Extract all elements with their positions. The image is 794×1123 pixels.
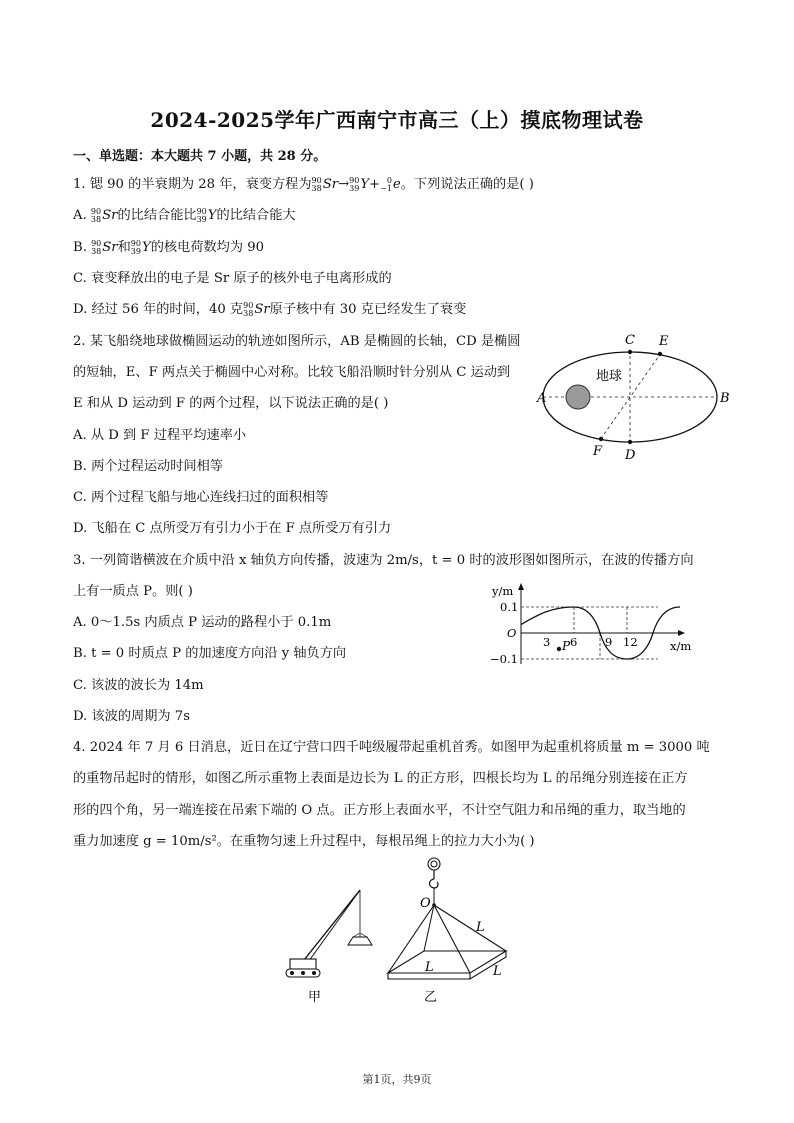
q1-stem — [73, 176, 534, 194]
q1-option-c[interactable]: C. 衰变释放出的电子是 Sr 原子的核外电子电离形成的 — [73, 271, 392, 286]
symbol: e — [392, 177, 401, 192]
option-text: 的核电荷数均为 90 — [150, 240, 264, 255]
symbol: Y — [207, 208, 217, 223]
q1-stem-tail: 。下列说法正确的是( ) — [400, 177, 534, 192]
arrow: → — [338, 177, 350, 192]
crane-sling — [353, 933, 360, 937]
figure-label-jia: 甲 — [308, 990, 322, 1005]
q1-option-a[interactable] — [73, 207, 296, 225]
nuclide-sr — [243, 301, 270, 319]
figure-label-yi: 乙 — [424, 990, 438, 1005]
symbol: Sr — [254, 302, 270, 317]
label-l-rope: L — [476, 920, 485, 935]
x-tick-6: 6 — [570, 635, 578, 649]
y-tick-top: 0.1 — [500, 600, 519, 614]
crane-wheel — [312, 971, 316, 975]
q1-stem-text: 1. 锶 90 的半衰期为 28 年，衰变方程为 — [73, 177, 312, 192]
ef-line — [600, 353, 661, 440]
label-p: P — [562, 639, 571, 653]
q4-stem-line2: 的重物吊起时的情形，如图乙所示重物上表面是边长为 L 的正方形，四根长均为 L 的吊绳分别连接在正方 — [73, 771, 688, 786]
q1-option-b[interactable] — [73, 239, 264, 257]
crane-lattice — [308, 893, 358, 955]
y-axis-arrow — [518, 583, 524, 590]
option-letter: A. — [73, 208, 91, 223]
atomic-number: 39 — [130, 246, 141, 256]
q4-stem-line3: 形的四个角，另一端连接在吊索下端的 O 点。正方形上表面水平，不计空气阻力和吊绳的重力，取当地的 — [73, 803, 686, 818]
q3-option-c[interactable]: C. 该波的波长为 14m — [73, 678, 204, 693]
option-letter: B. — [73, 240, 92, 255]
label-d: D — [625, 448, 636, 463]
point-c — [628, 350, 632, 354]
page-footer: 第1页，共9页 — [362, 1073, 432, 1086]
nuclide-sr — [91, 239, 118, 257]
x-axis-arrow — [678, 630, 685, 636]
crane-wheel — [290, 971, 294, 975]
mass-number: 90 — [90, 206, 102, 216]
wave-figure — [486, 580, 698, 672]
crane-wheel — [301, 971, 305, 975]
option-text: 和 — [117, 240, 131, 255]
origin-label: O — [507, 626, 517, 640]
atomic-number: 38 — [311, 183, 322, 193]
q2-option-d[interactable]: D. 飞船在 C 点所受万有引力小于在 F 点所受万有引力 — [73, 521, 392, 536]
q2-option-c[interactable]: C. 两个过程飞船与地心连线扫过的面积相等 — [73, 490, 329, 505]
nuclide-sr — [91, 207, 118, 225]
label-e: E — [659, 334, 669, 349]
mass-number: 90 — [243, 300, 254, 310]
hook-ring-inner — [431, 861, 437, 867]
earth-label: 地球 — [596, 369, 623, 384]
point-f — [599, 437, 603, 441]
crane-boom — [306, 890, 360, 965]
label-c: C — [625, 333, 635, 348]
q4-stem-line1: 4. 2024 年 7 月 6 日消息，近日在辽宁营口四千吨级履带起重机首秀。如图甲为起重机将质量 m = 3000 吨 — [73, 740, 710, 755]
mass-number: 90 — [91, 238, 102, 248]
crane-load — [348, 937, 372, 945]
q2-stem-line2: 的短轴，E、F 两点关于椭圆中心对称。比较飞船沿顺时针分别从 C 运动到 — [73, 365, 511, 380]
nuclide-y — [131, 239, 151, 257]
point-d — [628, 440, 632, 444]
label-l-side: L — [493, 964, 502, 979]
q3-option-b[interactable]: B. t = 0 时质点 P 的加速度方向沿 y 轴负方向 — [73, 646, 347, 661]
mass-number: 0 — [386, 175, 392, 185]
symbol: Y — [141, 240, 151, 255]
q1-option-d[interactable] — [73, 301, 466, 319]
q2-stem-line1: 2. 某飞船绕地球做椭圆运动的轨迹如图所示，AB 是椭圆的长轴，CD 是椭圆 — [73, 334, 521, 349]
symbol: Sr — [102, 208, 118, 223]
atomic-number: 38 — [243, 308, 254, 318]
sling-figure — [380, 855, 520, 1005]
earth-icon — [566, 385, 590, 409]
option-text: 的比结合能比 — [117, 208, 197, 223]
point-p — [557, 647, 561, 651]
symbol: Sr — [322, 177, 339, 192]
page-title: 2024-2025学年广西南宁市高三（上）摸底物理试卷 — [150, 108, 644, 132]
electron — [380, 176, 401, 194]
option-text: 原子核中有 30 克已经发生了衰变 — [269, 302, 467, 317]
x-tick-9: 9 — [605, 635, 613, 649]
label-a: A — [537, 391, 547, 406]
atomic-number: 39 — [349, 183, 360, 193]
nuclide-y — [197, 207, 217, 225]
x-tick-12: 12 — [623, 635, 638, 649]
atomic-number: −1 — [380, 183, 392, 193]
q3-option-a[interactable]: A. 0～1.5s 内质点 P 运动的路程小于 0.1m — [73, 615, 332, 630]
hook-ring-icon — [428, 858, 440, 870]
symbol: Y — [360, 177, 370, 192]
x-tick-3: 3 — [543, 635, 551, 649]
load-side — [388, 951, 506, 979]
atomic-number: 39 — [196, 214, 207, 224]
q2-option-a[interactable]: A. 从 D 到 F 过程平均速率小 — [73, 428, 247, 443]
mass-number: 90 — [349, 175, 360, 185]
crane-cab — [290, 959, 316, 969]
label-l-front: L — [425, 960, 434, 975]
q4-stem-line4: 重力加速度 g = 10m/s²。在重物匀速上升过程中，每根吊绳上的拉力大小为( ) — [73, 834, 535, 849]
mass-number: 90 — [130, 238, 141, 248]
option-text: D. 经过 56 年的时间，40 克 — [73, 302, 244, 317]
atomic-number: 38 — [91, 246, 102, 256]
point-e — [658, 352, 662, 356]
mass-number: 90 — [196, 206, 207, 216]
crane-sling — [360, 933, 367, 937]
rope — [434, 905, 470, 973]
label-o: O — [420, 896, 431, 911]
nuclide-y — [349, 176, 369, 194]
crane-figure — [278, 885, 378, 1005]
y-tick-bottom: −0.1 — [490, 652, 518, 666]
q3-stem-line1: 3. 一列简谐横波在介质中沿 x 轴负方向传播，波速为 2m/s，t = 0 时的波形图如图所示，在波的传播方向 — [73, 553, 694, 568]
plus: + — [369, 177, 381, 192]
nuclide-sr — [312, 176, 339, 194]
load-top-face — [388, 951, 506, 973]
section-heading: 一、单选题：本大题共 7 小题，共 28 分。 — [73, 149, 327, 164]
rope — [434, 905, 506, 951]
orbit-figure — [538, 330, 728, 464]
q3-stem-line2: 上有一质点 P。则( ) — [73, 584, 193, 599]
atomic-number: 38 — [90, 214, 102, 224]
hook-icon — [430, 879, 439, 888]
q2-option-b[interactable]: B. 两个过程运动时间相等 — [73, 459, 223, 474]
option-text: 的比结合能大 — [216, 208, 296, 223]
x-axis-label: x/m — [670, 639, 692, 653]
symbol: Sr — [102, 240, 118, 255]
mass-number: 90 — [311, 175, 322, 185]
y-axis-label: y/m — [492, 584, 514, 598]
q2-stem-line3: E 和从 D 运动到 F 的两个过程，以下说法正确的是( ) — [73, 396, 389, 411]
q3-option-d[interactable]: D. 该波的周期为 7s — [73, 709, 190, 724]
label-f: F — [593, 444, 603, 459]
label-b: B — [720, 391, 730, 406]
